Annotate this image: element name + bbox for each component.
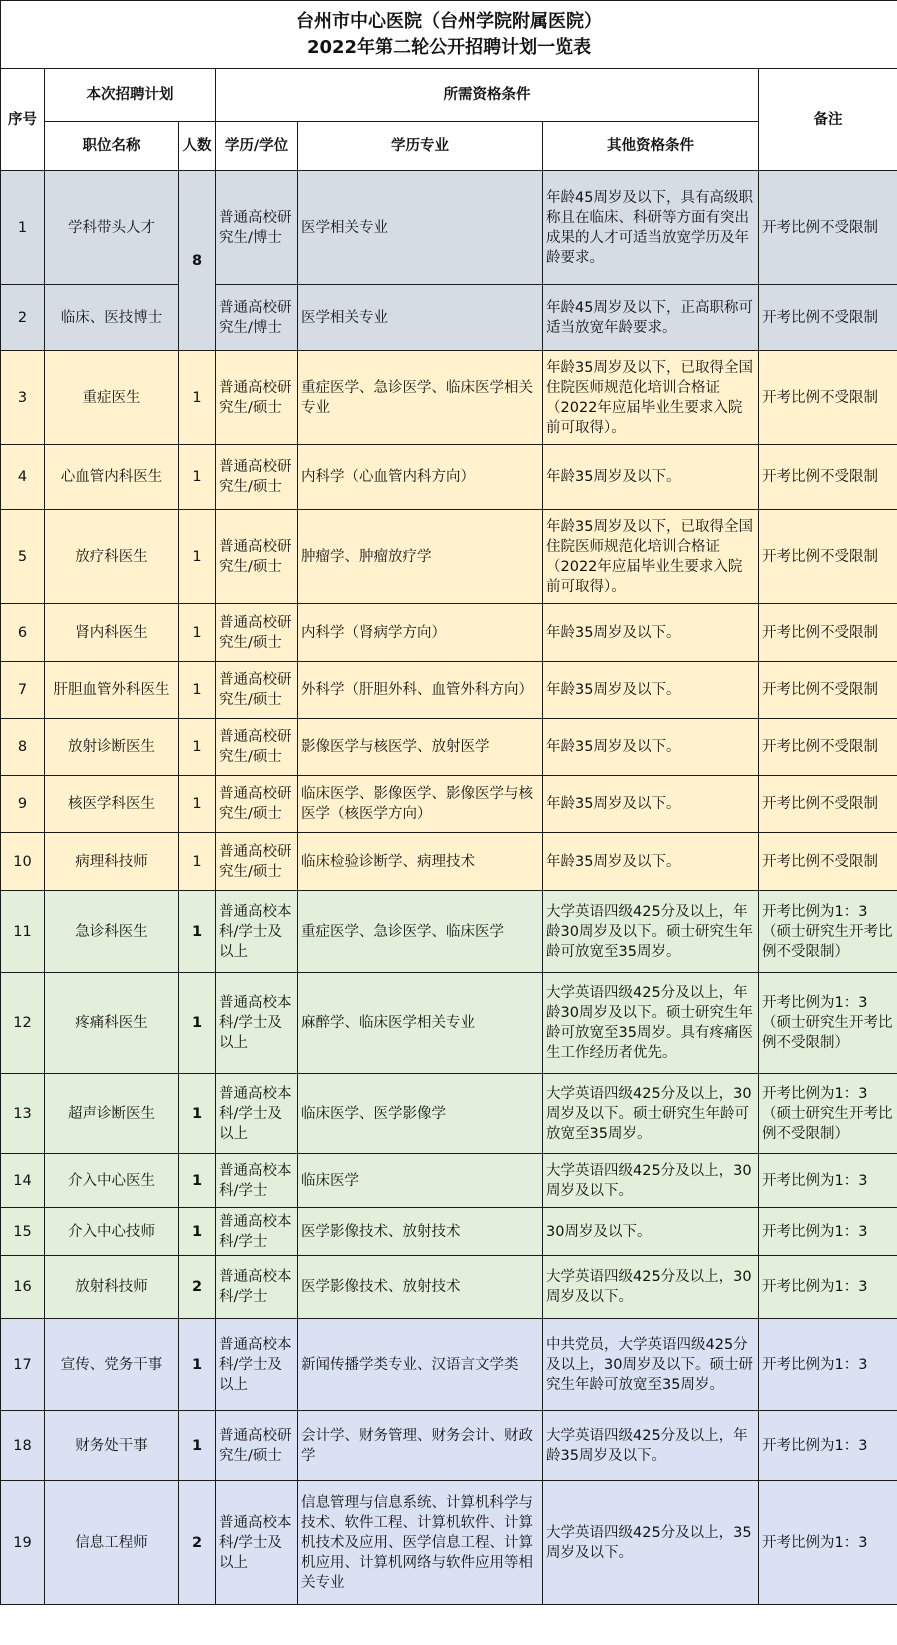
cell-position: 放疗科医生 [45,510,179,604]
cell-no: 18 [1,1411,45,1481]
cell-other: 年龄35周岁及以下。 [543,719,759,776]
cell-no: 11 [1,891,45,973]
cell-count: 1 [179,510,216,604]
cell-remark: 开考比例不受限制 [759,719,897,776]
title-line-1: 台州市中心医院（台州学院附属医院） [296,10,603,32]
cell-degree: 普通高校研究生/硕士 [216,662,298,719]
cell-other: 大学英语四级425分及以上，年龄30周岁及以下。硕士研究生年龄可放宽至35周岁。 [543,891,759,973]
cell-other: 年龄35周岁及以下。 [543,662,759,719]
cell-no: 16 [1,1256,45,1319]
cell-position: 临床、医技博士 [45,285,179,351]
cell-degree: 普通高校研究生/硕士 [216,351,298,445]
table-row [1,1411,897,1481]
table-row [1,1256,897,1319]
cell-remark: 开考比例不受限制 [759,445,897,510]
cell-remark: 开考比例为1：3 [759,1256,897,1319]
cell-no: 2 [1,285,45,351]
cell-other: 年龄35周岁及以下。 [543,445,759,510]
table-row [1,1319,897,1411]
cell-count: 1 [179,1074,216,1154]
cell-other: 30周岁及以下。 [543,1208,759,1256]
cell-remark: 开考比例为1：3（硕士研究生开考比例不受限制） [759,1074,897,1154]
cell-count: 2 [179,1481,216,1605]
cell-degree: 普通高校研究生/硕士 [216,1411,298,1481]
cell-degree: 普通高校本科/学士及以上 [216,973,298,1074]
cell-no: 10 [1,833,45,891]
cell-count: 1 [179,662,216,719]
cell-no: 17 [1,1319,45,1411]
cell-other: 中共党员，大学英语四级425分及以上，30周岁及以下。硕士研究生年龄可放宽至35周岁。 [543,1319,759,1411]
cell-position: 疼痛科医生 [45,973,179,1074]
cell-degree: 普通高校研究生/硕士 [216,445,298,510]
cell-major: 重症医学、急诊医学、临床医学相关专业 [298,351,543,445]
cell-degree: 普通高校研究生/硕士 [216,510,298,604]
cell-remark: 开考比例为1：3 [759,1319,897,1411]
header-degree: 学历/学位 [216,122,298,171]
cell-degree: 普通高校研究生/博士 [216,285,298,351]
header-seq: 序号 [1,69,45,171]
cell-degree: 普通高校研究生/博士 [216,171,298,285]
cell-remark: 开考比例不受限制 [759,285,897,351]
cell-major: 肿瘤学、肿瘤放疗学 [298,510,543,604]
cell-other: 大学英语四级425分及以上，30周岁及以下。硕士研究生年龄可放宽至35周岁。 [543,1074,759,1154]
cell-remark: 开考比例不受限制 [759,776,897,833]
table-row [1,510,897,604]
cell-count: 1 [179,719,216,776]
table-row [1,1208,897,1256]
cell-position: 病理科技师 [45,833,179,891]
cell-no: 3 [1,351,45,445]
table-row [1,662,897,719]
cell-count: 1 [179,1411,216,1481]
cell-degree: 普通高校研究生/硕士 [216,833,298,891]
title-line-2: 2022年第二轮公开招聘计划一览表 [306,36,592,58]
table-row [1,776,897,833]
cell-count: 1 [179,776,216,833]
cell-no: 9 [1,776,45,833]
cell-no: 15 [1,1208,45,1256]
table-row [1,285,897,351]
cell-other: 大学英语四级425分及以上，年龄30周岁及以下。硕士研究生年龄可放宽至35周岁。具有疼痛医生工作经历者优先。 [543,973,759,1074]
cell-no: 5 [1,510,45,604]
cell-major: 内科学（肾病学方向） [298,604,543,662]
table-row [1,1074,897,1154]
cell-degree: 普通高校本科/学士 [216,1154,298,1208]
table-row [1,351,897,445]
cell-major: 信息管理与信息系统、计算机科学与技术、软件工程、计算机软件、计算机技术及应用、医学信息工程、计算机应用、计算机网络与软件应用等相关专业 [298,1481,543,1605]
table-row [1,1481,897,1605]
cell-other: 大学英语四级425分及以上，30周岁及以下。 [543,1154,759,1208]
cell-major: 医学影像技术、放射技术 [298,1208,543,1256]
cell-remark: 开考比例为1：3（硕士研究生开考比例不受限制） [759,973,897,1074]
cell-position: 介入中心医生 [45,1154,179,1208]
cell-count: 1 [179,973,216,1074]
header-remark: 备注 [759,69,897,171]
header-count: 人数 [179,122,216,171]
cell-remark: 开考比例不受限制 [759,662,897,719]
cell-count: 2 [179,1256,216,1319]
cell-degree: 普通高校本科/学士及以上 [216,1074,298,1154]
cell-count: 1 [179,1319,216,1411]
cell-remark: 开考比例不受限制 [759,510,897,604]
cell-position: 放射诊断医生 [45,719,179,776]
table-row [1,891,897,973]
cell-count: 1 [179,445,216,510]
cell-count: 1 [179,1154,216,1208]
cell-degree: 普通高校研究生/硕士 [216,719,298,776]
cell-count: 1 [179,604,216,662]
cell-position: 介入中心技师 [45,1208,179,1256]
cell-major: 医学相关专业 [298,285,543,351]
cell-major: 影像医学与核医学、放射医学 [298,719,543,776]
cell-remark: 开考比例为1：3 [759,1411,897,1481]
cell-no: 13 [1,1074,45,1154]
cell-position: 重症医生 [45,351,179,445]
cell-count: 1 [179,833,216,891]
header-plan-group: 本次招聘计划 [45,69,216,122]
header-other: 其他资格条件 [543,122,759,171]
header-major: 学历专业 [298,122,543,171]
cell-other: 年龄45周岁及以下，具有高级职称且在临床、科研等方面有突出成果的人才可适当放宽学历及年龄要求。 [543,171,759,285]
cell-remark: 开考比例为1：3（硕士研究生开考比例不受限制） [759,891,897,973]
table-row [1,604,897,662]
cell-major: 医学影像技术、放射技术 [298,1256,543,1319]
cell-no: 7 [1,662,45,719]
table-title [1,1,897,69]
cell-other: 年龄35周岁及以下，已取得全国住院医师规范化培训合格证（2022年应届毕业生要求入院前可取得）。 [543,351,759,445]
cell-remark: 开考比例为1：3 [759,1208,897,1256]
cell-count: 8 [179,171,216,351]
cell-no: 1 [1,171,45,285]
cell-position: 宣传、党务干事 [45,1319,179,1411]
cell-position: 核医学科医生 [45,776,179,833]
cell-no: 4 [1,445,45,510]
header-qualification-group: 所需资格条件 [216,69,759,122]
cell-no: 8 [1,719,45,776]
cell-other: 大学英语四级425分及以上，年龄35周岁及以下。 [543,1411,759,1481]
cell-major: 外科学（肝胆外科、血管外科方向） [298,662,543,719]
cell-major: 内科学（心血管内科方向） [298,445,543,510]
cell-remark: 开考比例为1：3 [759,1154,897,1208]
cell-position: 财务处干事 [45,1411,179,1481]
cell-degree: 普通高校本科/学士 [216,1256,298,1319]
table-row [1,973,897,1074]
table-row [1,719,897,776]
cell-no: 12 [1,973,45,1074]
cell-major: 医学相关专业 [298,171,543,285]
header-position: 职位名称 [45,122,179,171]
cell-position: 学科带头人才 [45,171,179,285]
cell-count: 1 [179,1208,216,1256]
cell-other: 年龄35周岁及以下。 [543,604,759,662]
cell-major: 临床医学、医学影像学 [298,1074,543,1154]
cell-no: 14 [1,1154,45,1208]
cell-position: 超声诊断医生 [45,1074,179,1154]
table-row [1,171,897,285]
cell-degree: 普通高校本科/学士及以上 [216,1319,298,1411]
cell-other: 年龄35周岁及以下，已取得全国住院医师规范化培训合格证（2022年应届毕业生要求入院前可取得）。 [543,510,759,604]
cell-other: 年龄35周岁及以下。 [543,776,759,833]
cell-major: 新闻传播学类专业、汉语言文学类 [298,1319,543,1411]
cell-major: 临床医学、影像医学、影像医学与核医学（核医学方向） [298,776,543,833]
cell-degree: 普通高校研究生/硕士 [216,776,298,833]
cell-major: 麻醉学、临床医学相关专业 [298,973,543,1074]
cell-other: 年龄35周岁及以下。 [543,833,759,891]
cell-degree: 普通高校研究生/硕士 [216,604,298,662]
cell-other: 年龄45周岁及以下，正高职称可适当放宽年龄要求。 [543,285,759,351]
cell-count: 1 [179,891,216,973]
cell-degree: 普通高校本科/学士及以上 [216,1481,298,1605]
cell-major: 临床检验诊断学、病理技术 [298,833,543,891]
cell-count: 1 [179,351,216,445]
cell-position: 肝胆血管外科医生 [45,662,179,719]
cell-major: 重症医学、急诊医学、临床医学 [298,891,543,973]
cell-position: 放射科技师 [45,1256,179,1319]
cell-major: 临床医学 [298,1154,543,1208]
cell-remark: 开考比例不受限制 [759,171,897,285]
cell-major: 会计学、财务管理、财务会计、财政学 [298,1411,543,1481]
cell-no: 6 [1,604,45,662]
cell-position: 信息工程师 [45,1481,179,1605]
table-row [1,833,897,891]
cell-position: 急诊科医生 [45,891,179,973]
cell-remark: 开考比例不受限制 [759,351,897,445]
cell-remark: 开考比例为1：3 [759,1481,897,1605]
cell-remark: 开考比例不受限制 [759,604,897,662]
cell-no: 19 [1,1481,45,1605]
table-row [1,445,897,510]
cell-position: 心血管内科医生 [45,445,179,510]
cell-position: 肾内科医生 [45,604,179,662]
table-row [1,1154,897,1208]
cell-other: 大学英语四级425分及以上，35周岁及以下。 [543,1481,759,1605]
cell-degree: 普通高校本科/学士及以上 [216,891,298,973]
cell-other: 大学英语四级425分及以上，30周岁及以下。 [543,1256,759,1319]
cell-degree: 普通高校本科/学士 [216,1208,298,1256]
cell-remark: 开考比例不受限制 [759,833,897,891]
